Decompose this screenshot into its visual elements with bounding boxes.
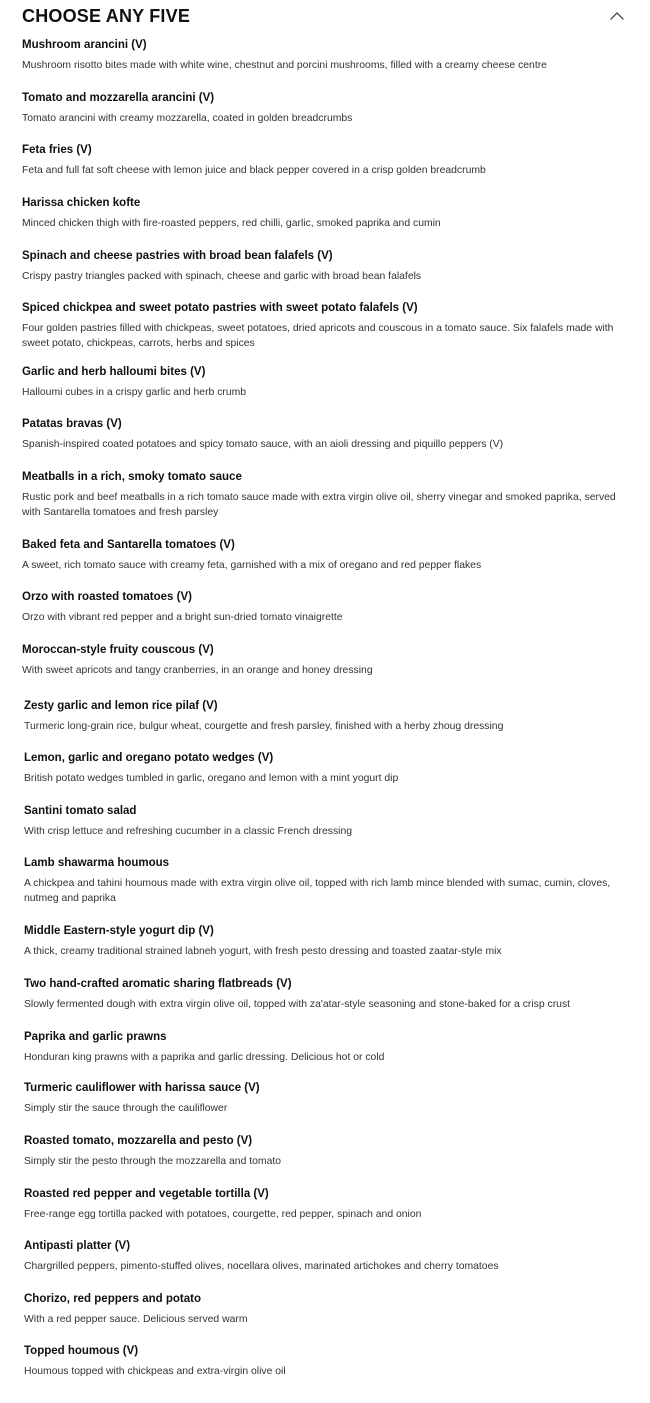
- item-name: Tomato and mozzarella arancini (V): [22, 92, 215, 104]
- item-description: Tomato arancini with creamy mozzarella, coated in golden breadcrumbs: [22, 113, 353, 124]
- item-description: With crisp lettuce and refreshing cucumber in a classic French dressing: [24, 826, 353, 837]
- item-name: Two hand-crafted aromatic sharing flatbreads (V): [24, 978, 292, 990]
- item-name: Roasted tomato, mozzarella and pesto (V): [24, 1135, 253, 1147]
- menu-item: [24, 1239, 636, 1274]
- item-name: Spinach and cheese pastries with broad bean falafels (V): [22, 250, 333, 262]
- item-name: Moroccan-style fruity couscous (V): [22, 644, 214, 656]
- menu-item: [22, 249, 634, 284]
- menu-item: [24, 751, 636, 786]
- item-description: Simply stir the sauce through the cauliflower: [24, 1103, 228, 1114]
- item-description: Mushroom risotto bites made with white wine, chestnut and porcini mushrooms, filled with a creamy cheese centre: [22, 60, 547, 71]
- item-description: Feta and full fat soft cheese with lemon juice and black pepper covered in a crisp golden breadcrumb: [22, 165, 486, 176]
- item-name: Zesty garlic and lemon rice pilaf (V): [24, 700, 218, 712]
- item-name: Paprika and garlic prawns: [24, 1031, 167, 1043]
- item-name: Orzo with roasted tomatoes (V): [22, 591, 192, 603]
- item-description: Free-range egg tortilla packed with potatoes, courgette, red pepper, spinach and onion: [24, 1209, 422, 1220]
- menu-item: [22, 196, 634, 231]
- item-description: Spanish-inspired coated potatoes and spicy tomato sauce, with an aioli dressing and piquillo peppers (V): [22, 439, 504, 450]
- menu-item: [22, 590, 634, 625]
- item-name: Harissa chicken kofte: [22, 197, 141, 209]
- menu-item: [24, 699, 636, 734]
- menu-item: [22, 91, 634, 126]
- menu-item: [24, 924, 636, 959]
- chevron-up-icon: [609, 11, 625, 21]
- item-name: Patatas bravas (V): [22, 418, 122, 430]
- item-description: A chickpea and tahini houmous made with extra virgin olive oil, topped with rich lamb mince blended with sumac, cumin, cloves, nutmeg and paprika: [24, 878, 611, 904]
- menu-item: [24, 1030, 636, 1065]
- item-name: Baked feta and Santarella tomatoes (V): [22, 539, 235, 551]
- item-name: Topped houmous (V): [24, 1345, 139, 1357]
- menu-item: [24, 856, 636, 906]
- item-name: Garlic and herb halloumi bites (V): [22, 366, 206, 378]
- section-header: [22, 4, 630, 28]
- menu-item: [22, 38, 634, 73]
- menu-item: [24, 1344, 636, 1379]
- item-description: Houmous topped with chickpeas and extra-virgin olive oil: [24, 1366, 286, 1377]
- collapse-button[interactable]: [606, 6, 628, 26]
- item-description: Simply stir the pesto through the mozzarella and tomato: [24, 1156, 282, 1167]
- menu-item: [22, 417, 634, 452]
- item-description: A thick, creamy traditional strained labneh yogurt, with fresh pesto dressing and toasted zaatar-style mix: [24, 946, 502, 957]
- item-name: Meatballs in a rich, smoky tomato sauce: [22, 471, 242, 483]
- menu-item: [24, 804, 636, 839]
- item-name: Lemon, garlic and oregano potato wedges (V): [24, 752, 274, 764]
- item-name: Mushroom arancini (V): [22, 39, 147, 51]
- item-name: Chorizo, red peppers and potato: [24, 1293, 201, 1305]
- menu-item: [22, 643, 634, 678]
- menu-item: [24, 1134, 636, 1169]
- item-name: Lamb shawarma houmous: [24, 857, 170, 869]
- item-name: Turmeric cauliflower with harissa sauce (V): [24, 1082, 260, 1094]
- menu-item: [24, 1081, 636, 1116]
- item-description: With sweet apricots and tangy cranberries, in an orange and honey dressing: [22, 665, 373, 676]
- item-description: A sweet, rich tomato sauce with creamy feta, garnished with a mix of oregano and red pepper flakes: [22, 560, 482, 571]
- item-name: Middle Eastern-style yogurt dip (V): [24, 925, 214, 937]
- menu-item: [24, 1292, 636, 1327]
- item-name: Roasted red pepper and vegetable tortilla (V): [24, 1188, 269, 1200]
- item-description: Rustic pork and beef meatballs in a rich tomato sauce made with extra virgin olive oil, sherry vinegar and smoked paprika, served with Santarella tomatoes and fresh parsley: [22, 492, 616, 518]
- menu-item: [22, 538, 634, 573]
- menu-item: [22, 301, 634, 351]
- item-description: Four golden pastries filled with chickpeas, sweet potatoes, dried apricots and couscous in a tomato sauce. Six falafels made with sweet potato, chickpeas, carrots, herbs and spices: [22, 323, 614, 349]
- item-description: Halloumi cubes in a crispy garlic and herb crumb: [22, 387, 247, 398]
- item-name: Feta fries (V): [22, 144, 92, 156]
- item-description: Slowly fermented dough with extra virgin olive oil, topped with za'atar-style seasoning and stone-baked for a crisp crust: [24, 999, 571, 1010]
- item-description: British potato wedges tumbled in garlic, oregano and lemon with a mint yogurt dip: [24, 773, 399, 784]
- item-description: Honduran king prawns with a paprika and garlic dressing. Delicious hot or cold: [24, 1052, 385, 1063]
- item-description: With a red pepper sauce. Delicious served warm: [24, 1314, 248, 1325]
- menu-item: [22, 143, 634, 178]
- item-description: Minced chicken thigh with fire-roasted peppers, red chilli, garlic, smoked paprika and cumin: [22, 218, 441, 229]
- item-description: Turmeric long-grain rice, bulgur wheat, courgette and fresh parsley, finished with a herby zhoug dressing: [24, 721, 504, 732]
- menu-item: [22, 365, 634, 400]
- item-name: Antipasti platter (V): [24, 1240, 131, 1252]
- item-description: Crispy pastry triangles packed with spinach, cheese and garlic with broad bean falafels: [22, 271, 422, 282]
- item-description: Orzo with vibrant red pepper and a bright sun-dried tomato vinaigrette: [22, 612, 343, 623]
- item-name: Spiced chickpea and sweet potato pastries with sweet potato falafels (V): [22, 302, 418, 314]
- menu-item: [24, 977, 636, 1012]
- item-name: Santini tomato salad: [24, 805, 137, 817]
- menu-item: [22, 470, 634, 520]
- menu-item: [24, 1187, 636, 1222]
- section-title: CHOOSE ANY FIVE: [22, 6, 191, 26]
- item-description: Chargrilled peppers, pimento-stuffed olives, nocellara olives, marinated artichokes and cherry tomatoes: [24, 1261, 499, 1272]
